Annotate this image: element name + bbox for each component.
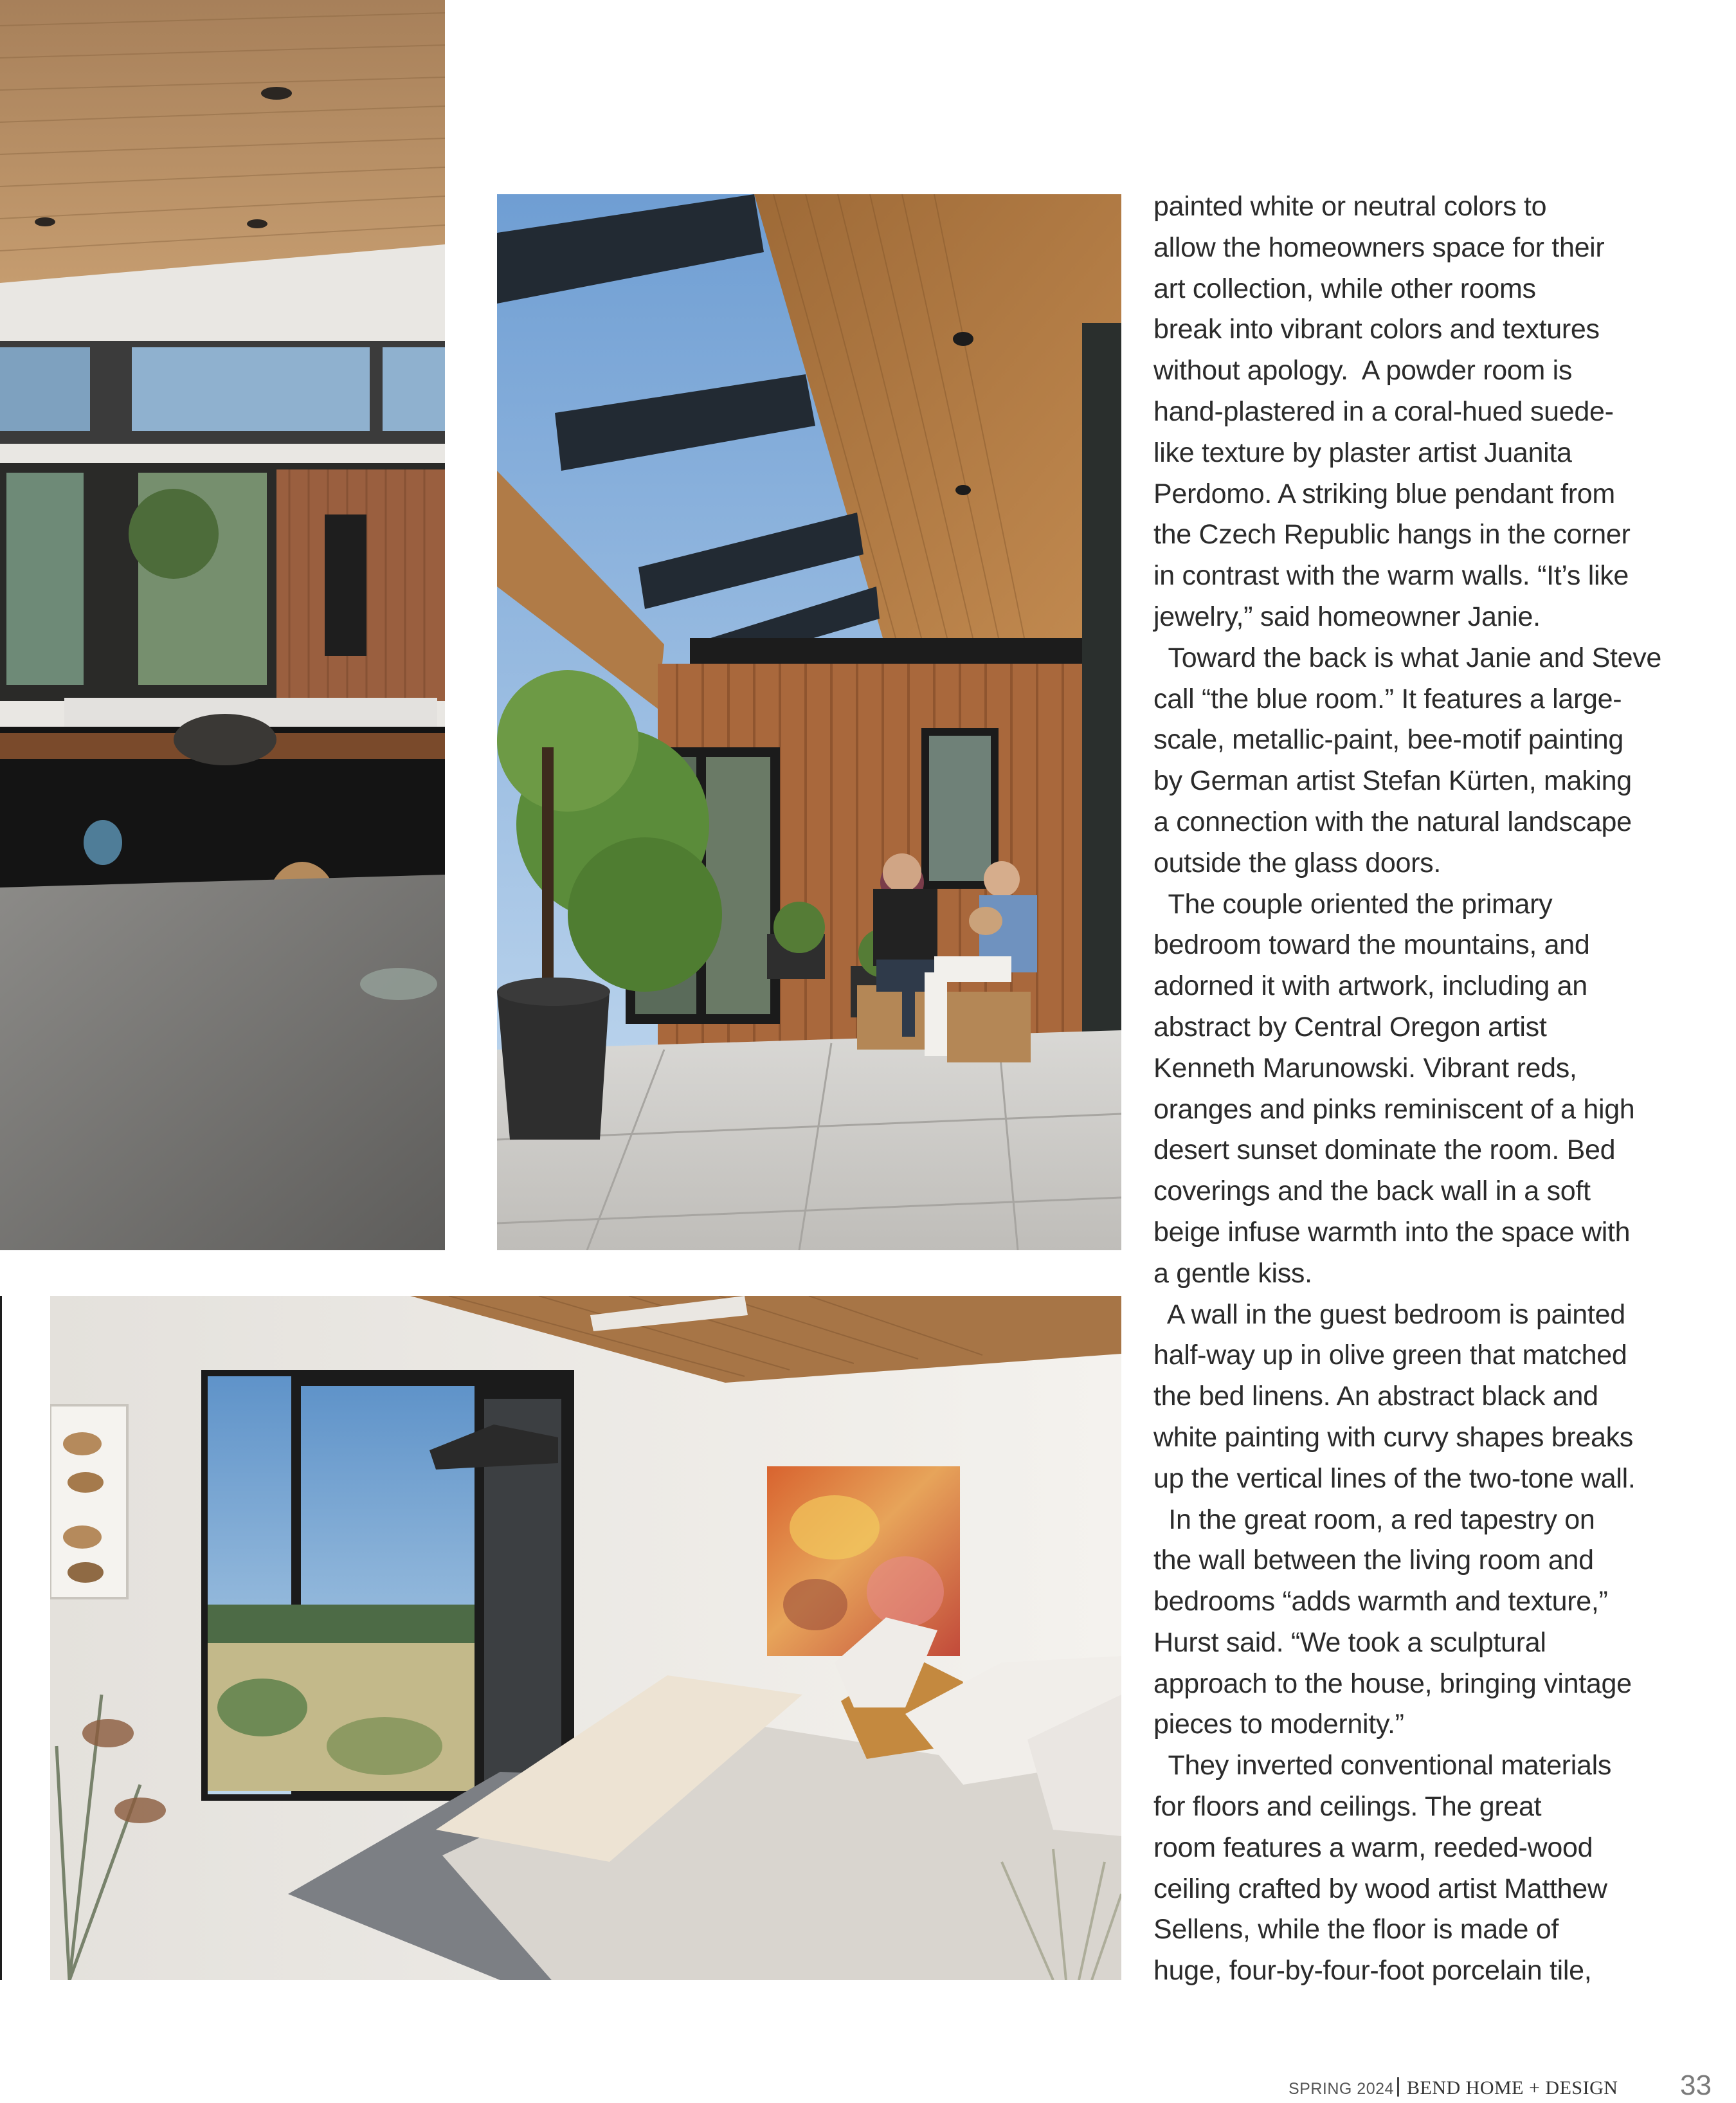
article-line: by German artist Stefan Kürten, making [1153,765,1632,797]
article-line: half-way up in olive green that matched [1153,1340,1627,1371]
article-line: white painting with curvy shapes breaks [1153,1421,1633,1453]
article-line: coverings and the back wall in a soft [1153,1176,1591,1207]
living-room-photo [0,0,445,1250]
bedroom-photo [50,1296,1121,1980]
article-line: The couple oriented the primary [1153,888,1553,920]
article-line: up the vertical lines of the two-tone wall. [1153,1462,1636,1494]
article-line: outside the glass doors. [1153,847,1441,879]
article-line: allow the homeowners space for their [1153,232,1605,263]
footer-divider [1397,2077,1399,2097]
article-line: ceiling crafted by wood artist Matthew [1153,1873,1607,1904]
article-line: in contrast with the warm walls. “It’s like [1153,560,1629,592]
page-footer [1279,2075,1704,2103]
article-line: a gentle kiss. [1153,1257,1312,1289]
article-line: abstract by Central Oregon artist [1153,1011,1547,1042]
article-line: A wall in the guest bedroom is painted [1153,1298,1625,1330]
article-line: the Czech Republic hangs in the corner [1153,519,1631,551]
article-line: huge, four-by-four-foot porcelain tile, [1153,1955,1592,1987]
issue-season: SPRING 2024 [1288,2080,1394,2098]
article-line: call “the blue room.” It features a large- [1153,683,1622,715]
article-line: In the great room, a red tapestry on [1153,1504,1595,1535]
photo-edge-strip [0,1296,2,1980]
article-line: bedroom toward the mountains, and [1153,929,1590,961]
article-line: a connection with the natural landscape [1153,806,1632,837]
article-line: approach to the house, bringing vintage [1153,1668,1632,1699]
article-line: the wall between the living room and [1153,1545,1594,1576]
article-line: the bed linens. An abstract black and [1153,1381,1598,1412]
article-line: desert sunset dominate the room. Bed [1153,1134,1616,1166]
article-line: Perdomo. A striking blue pendant from [1153,478,1615,509]
article-line: Hurst said. “We took a sculptural [1153,1626,1546,1658]
magazine-name: BEND HOME + DESIGN [1407,2077,1618,2098]
article-line: jewelry,” said homeowner Janie. [1153,601,1541,632]
article-line: beige infuse warmth into the space with [1153,1216,1631,1248]
article-line: pieces to modernity.” [1153,1709,1404,1740]
courtyard-photo [497,194,1121,1250]
article-line: without apology. A powder room is [1153,355,1573,387]
article-line: They inverted conventional materials [1153,1750,1612,1781]
article-body [1153,187,1706,1992]
article-line: break into vibrant colors and textures [1153,314,1600,345]
article-line: oranges and pinks reminiscent of a high [1153,1093,1635,1125]
article-line: Toward the back is what Janie and Steve [1153,642,1662,673]
article-line: adorned it with artwork, including an [1153,970,1587,1002]
article-line: hand-plastered in a coral-hued suede- [1153,396,1614,427]
article-line: Kenneth Marunowski. Vibrant reds, [1153,1052,1577,1084]
article-line: Sellens, while the floor is made of [1153,1914,1559,1945]
article-line: painted white or neutral colors to [1153,191,1547,222]
article-line: art collection, while other rooms [1153,273,1536,304]
article-line: like texture by plaster artist Juanita [1153,437,1572,468]
article-line: bedrooms “adds warmth and texture,” [1153,1586,1608,1617]
article-line: for floors and ceilings. The great [1153,1791,1542,1823]
article-line: room features a warm, reeded-wood [1153,1832,1593,1863]
page-number: 33 [1680,2070,1712,2101]
article-line: scale, metallic-paint, bee-motif painting [1153,724,1624,756]
